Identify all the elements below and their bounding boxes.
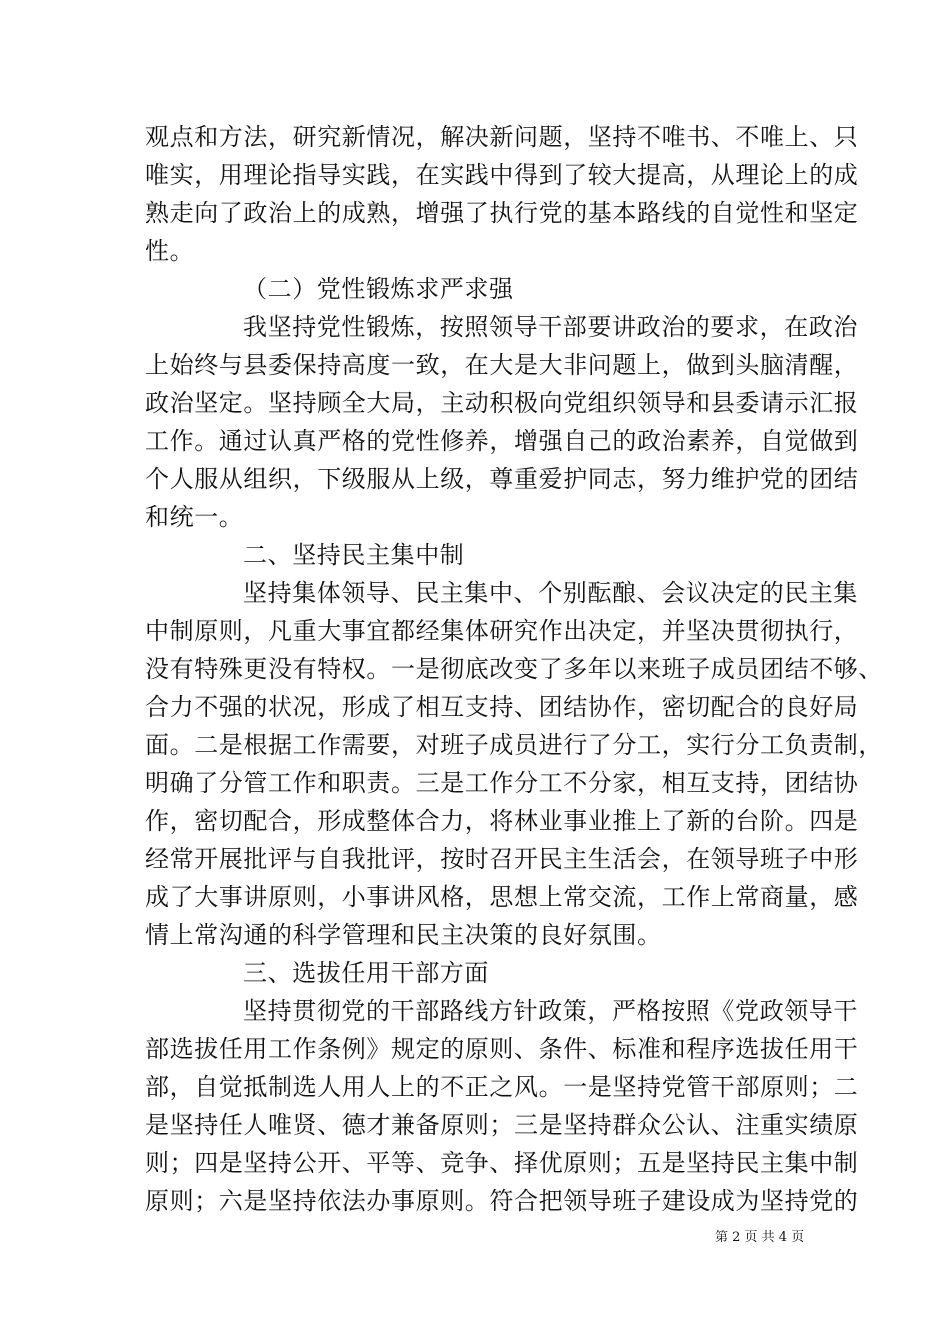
text-line: 明确了分管工作和职责。三是工作分工不分家，相互支持，团结协	[145, 769, 859, 797]
page-number-footer: 第 2 页 共 4 页	[715, 1230, 805, 1245]
section-heading: 三、选拔任用干部方面	[243, 959, 489, 987]
text-line: 则；四是坚持公开、平等、竞争、择优原则；五是坚持民主集中制	[145, 1149, 859, 1177]
text-line: 和统一。	[145, 503, 244, 531]
text-line: 是坚持任人唯贤、德才兼备原则；三是坚持群众公认、注重实绩原	[145, 1111, 859, 1139]
text-line: 部，自觉抵制选人用人上的不正之风。一是坚持党管干部原则；二	[145, 1073, 859, 1101]
text-line: 我坚持党性锻炼，按照领导干部要讲政治的要求，在政治	[243, 313, 858, 341]
text-line: 唯实，用理论指导实践，在实践中得到了较大提高，从理论上的成	[145, 161, 859, 189]
text-line: 个人服从组织，下级服从上级，尊重爱护同志，努力维护党的团结	[145, 465, 859, 493]
section-heading: 二、坚持民主集中制	[243, 541, 465, 569]
text-line: 没有特殊更没有特权。一是彻底改变了多年以来班子成员团结不够、	[145, 655, 883, 683]
text-line: 工作。通过认真严格的党性修养，增强自己的政治素养，自觉做到	[145, 427, 859, 455]
text-line: 合力不强的状况，形成了相互支持、团结协作，密切配合的良好局	[145, 693, 859, 721]
text-line: 政治坚定。坚持顾全大局，主动积极向党组织领导和县委请示汇报	[145, 389, 859, 417]
text-line: 部选拔任用工作条例》规定的原则、条件、标准和程序选拔任用干	[145, 1035, 859, 1063]
text-line: 熟走向了政治上的成熟，增强了执行党的基本路线的自觉性和坚定	[145, 199, 859, 227]
text-line: 中制原则，凡重大事宜都经集体研究作出决定，并坚决贯彻执行，	[145, 617, 859, 645]
text-line: 坚持贯彻党的干部路线方针政策，严格按照《党政领导干	[243, 997, 858, 1025]
text-line: 观点和方法，研究新情况，解决新问题，坚持不唯书、不唯上、只	[145, 123, 859, 151]
text-line: 成了大事讲原则，小事讲风格，思想上常交流，工作上常商量，感	[145, 883, 859, 911]
text-line: 上始终与县委保持高度一致，在大是大非问题上，做到头脑清醒，	[145, 351, 859, 379]
text-line: 面。二是根据工作需要，对班子成员进行了分工，实行分工负责制，	[145, 731, 883, 759]
text-line: 性。	[145, 237, 195, 265]
text-line: 坚持集体领导、民主集中、个别酝酿、会议决定的民主集	[243, 579, 858, 607]
text-line: 情上常沟通的科学管理和民主决策的良好氛围。	[145, 921, 662, 949]
section-heading: （二）党性锻炼求严求强	[243, 275, 514, 303]
text-line: 经常开展批评与自我批评，按时召开民主生活会，在领导班子中形	[145, 845, 859, 873]
text-line: 原则；六是坚持依法办事原则。符合把领导班子建设成为坚持党的	[145, 1187, 859, 1215]
text-line: 作，密切配合，形成整体合力，将林业事业推上了新的台阶。四是	[145, 807, 859, 835]
